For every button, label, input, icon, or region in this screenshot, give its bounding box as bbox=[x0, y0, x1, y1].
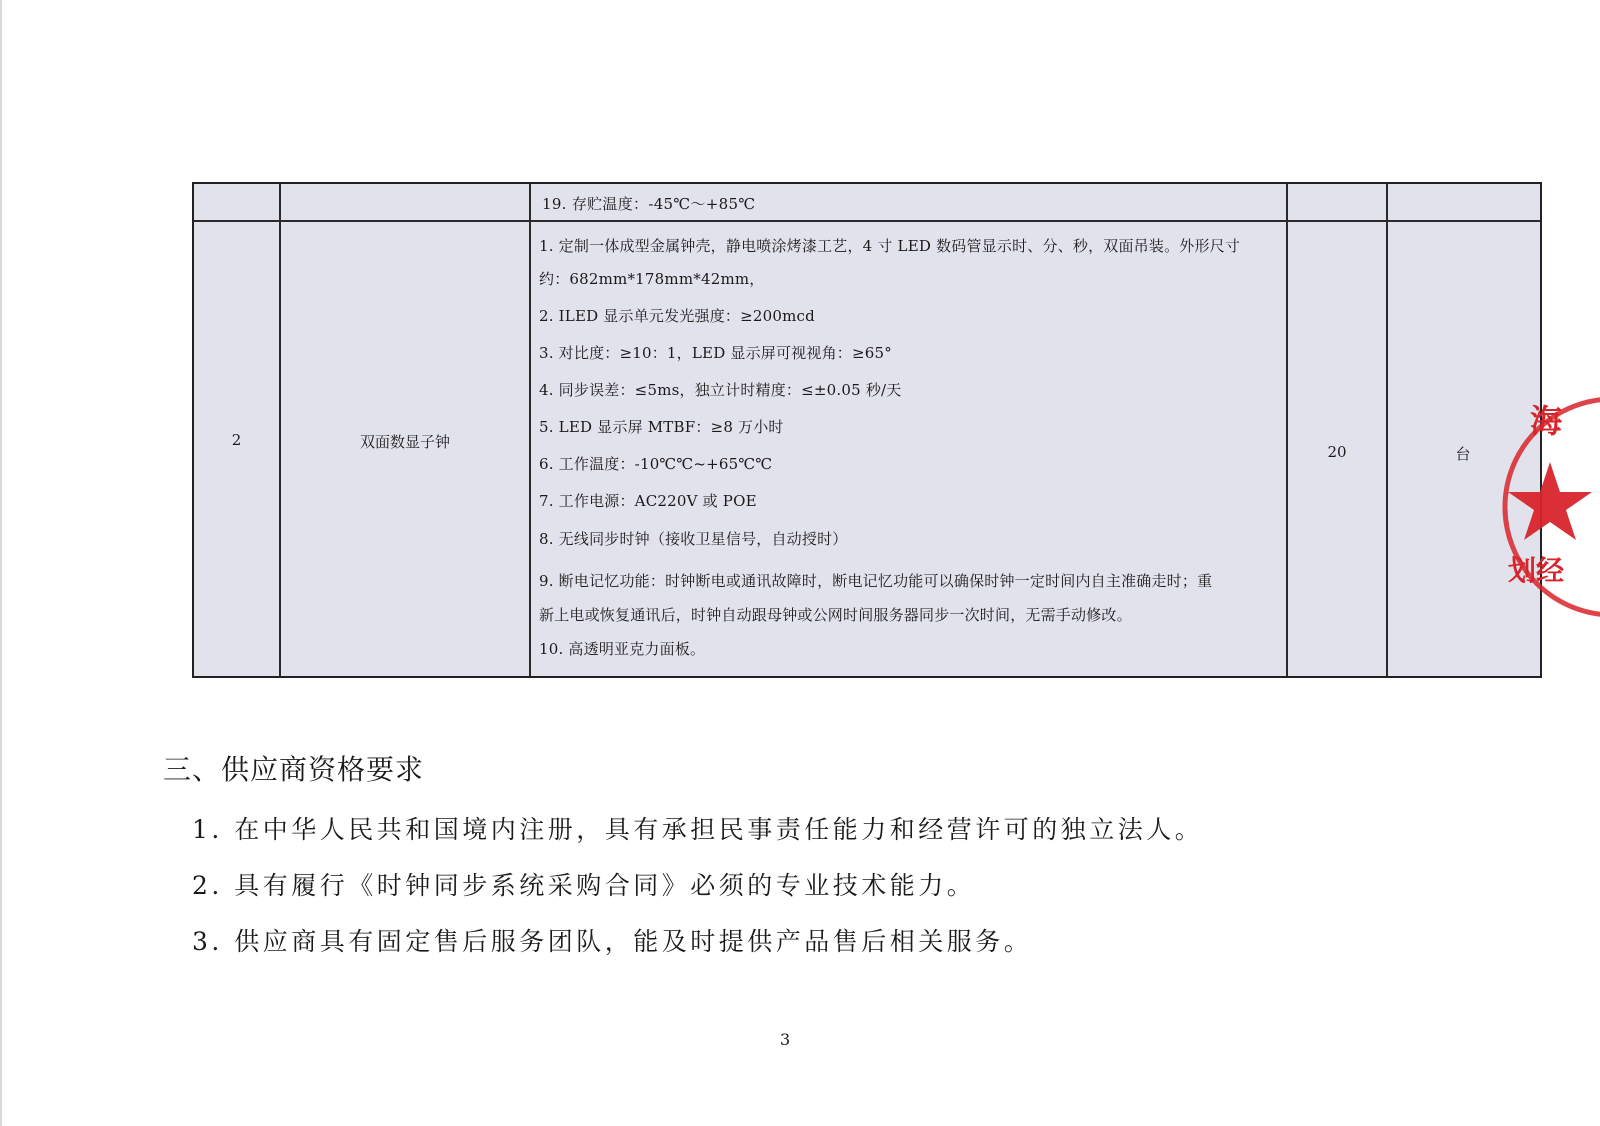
spec-table bbox=[192, 182, 1542, 678]
quantity: 20 bbox=[1327, 443, 1347, 461]
spec-line: 9. 断电记忆功能：时钟断电或通讯故障时，断电记忆功能可以确保时钟一定时间内自主准确走时；重 bbox=[539, 572, 1213, 590]
row-index: 2 bbox=[231, 431, 242, 449]
company-seal bbox=[1508, 392, 1600, 622]
requirement-item: 3. 供应商具有固定售后服务团队，能及时提供产品售后相关服务。 bbox=[192, 927, 1033, 956]
star-icon bbox=[1508, 462, 1592, 540]
row-divider bbox=[194, 220, 1540, 222]
spec-line: 7. 工作电源：AC220V 或 POE bbox=[539, 492, 757, 510]
col-divider bbox=[279, 184, 281, 676]
product-name: 双面数显子钟 bbox=[359, 433, 450, 451]
spec-line: 约：682mm*178mm*42mm， bbox=[539, 270, 765, 288]
requirement-item: 2. 具有履行《时钟同步系统采购合同》必须的专业技术能力。 bbox=[192, 871, 976, 900]
seal-text-top: 海 bbox=[1530, 402, 1563, 440]
col-divider bbox=[1286, 184, 1288, 676]
seal-text-bottom: 划经 bbox=[1508, 554, 1565, 587]
spec-row1-text: 19. 存贮温度：-45℃～+85℃ bbox=[542, 195, 756, 213]
spec-line: 10. 高透明亚克力面板。 bbox=[539, 640, 706, 658]
spec-line: 6. 工作温度：-10℃℃~+65℃℃ bbox=[539, 455, 773, 473]
spec-line: 1. 定制一体成型金属钟壳，静电喷涂烤漆工艺，4 寸 LED 数码管显示时、分、秒，双面吊装。外形尺寸 bbox=[539, 237, 1241, 255]
spec-line: 2. ILED 显示单元发光强度：≥200mcd bbox=[539, 307, 815, 325]
spec-line: 8. 无线同步时钟（接收卫星信号，自动授时） bbox=[539, 530, 848, 548]
section-heading: 三、供应商资格要求 bbox=[163, 753, 425, 786]
page-edge bbox=[0, 0, 2, 1126]
spec-line: 5. LED 显示屏 MTBF：≥8 万小时 bbox=[539, 418, 784, 436]
spec-line: 4. 同步误差：≤5ms，独立计时精度：≤±0.05 秒/天 bbox=[539, 381, 902, 399]
spec-line: 新上电或恢复通讯后，时钟自动跟母钟或公网时间服务器同步一次时间，无需手动修改。 bbox=[539, 606, 1132, 624]
unit: 台 bbox=[1455, 445, 1471, 463]
page-number: 3 bbox=[780, 1030, 791, 1049]
col-divider bbox=[529, 184, 531, 676]
spec-line: 3. 对比度：≥10：1，LED 显示屏可视视角：≥65° bbox=[539, 344, 892, 362]
col-divider bbox=[1386, 184, 1388, 676]
requirement-item: 1. 在中华人民共和国境内注册，具有承担民事责任能力和经营许可的独立法人。 bbox=[192, 815, 1204, 844]
